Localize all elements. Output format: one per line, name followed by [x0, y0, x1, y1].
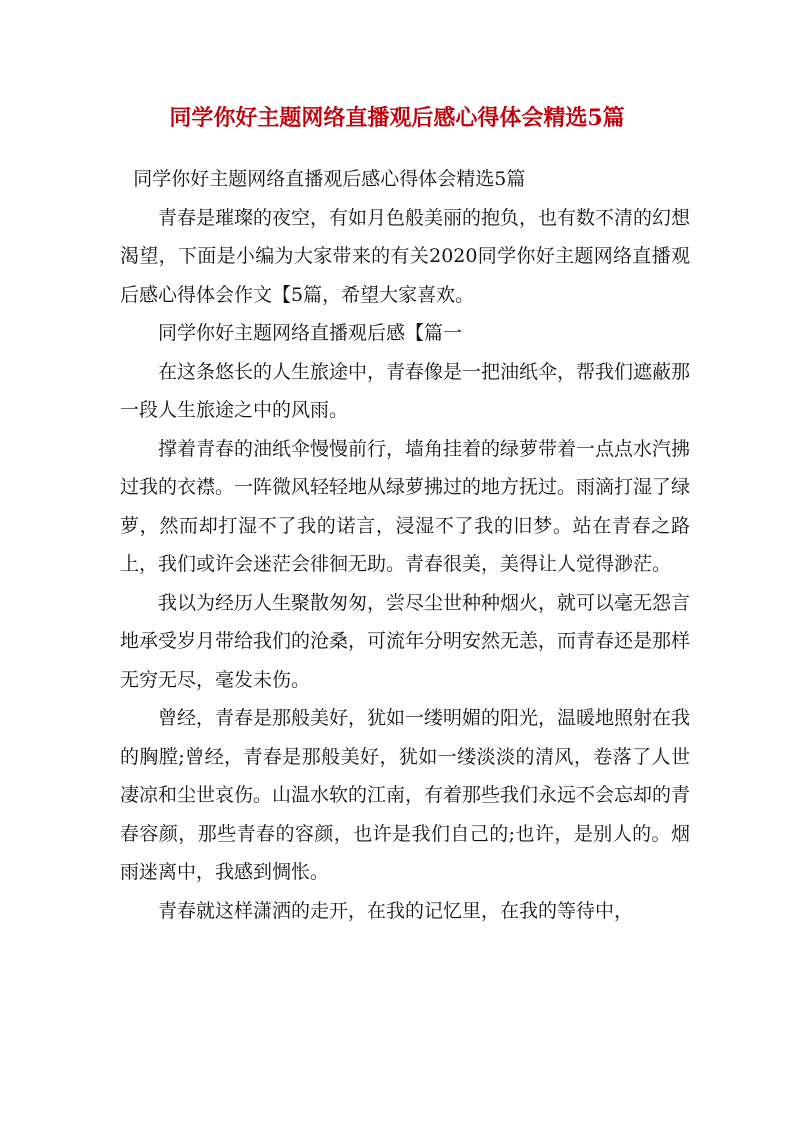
- document-subtitle: 同学你好主题网络直播观后感心得体会精选5篇: [133, 168, 526, 190]
- document-body: [120, 160, 690, 930]
- paragraph: 我以为经历人生聚散匆匆，尝尽尘世种种烟火，就可以毫无怨言地承受岁月带给我们的沧桑，可流年分明安然无恙，而青春还是那样无穷无尽，毫发未伤。: [120, 591, 691, 691]
- section-heading: 同学你好主题网络直播观后感【篇一: [158, 322, 463, 344]
- document-title: 同学你好主题网络直播观后感心得体会精选5篇: [169, 105, 625, 131]
- paragraph-intro: 青春是璀璨的夜空，有如月色般美丽的抱负，也有数不清的幻想渴望，下面是小编为大家带来的有关2020同学你好主题网络直播观后感心得体会作文【5篇，希望大家喜欢。: [120, 206, 691, 306]
- paragraph: 在这条悠长的人生旅途中，青春像是一把油纸伞，帮我们遮蔽那一段人生旅途之中的风雨。: [120, 360, 691, 421]
- paragraph: 撑着青春的油纸伞慢慢前行，墙角挂着的绿萝带着一点点水汽拂过我的衣襟。一阵微风轻轻地从绿萝拂过的地方抚过。雨滴打湿了绿萝，然而却打湿不了我的诺言，浸湿不了我的旧梦。站在青春之路上，我们或许会迷茫会徘徊无助。青春很美，美得让人觉得渺茫。: [120, 437, 691, 575]
- paragraph: 青春就这样潇洒的走开，在我的记忆里，在我的等待中，: [158, 899, 634, 922]
- paragraph: 曾经，青春是那般美好，犹如一缕明媚的阳光，温暖地照射在我的胸膛;曾经，青春是那般美好，犹如一缕淡淡的清风，卷落了人世凄凉和尘世哀伤。山温水软的江南，有着那些我们永远不会忘却的青春容颜，那些青春的容颜，也许是我们自己的;也许，是别人的。烟雨迷离中，我感到惆怅。: [120, 707, 691, 883]
